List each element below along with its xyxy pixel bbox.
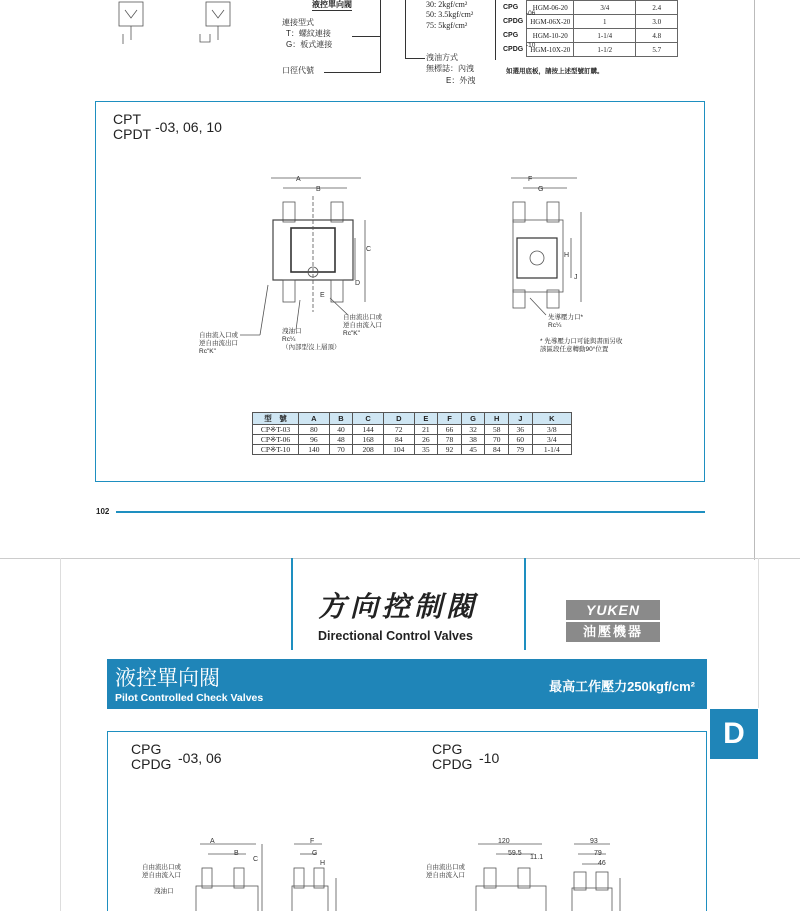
cpt-model-suffix: -03, 06, 10: [155, 119, 222, 135]
yuken-logo: [566, 600, 660, 646]
cpt-dimension-table: 型 號 A B C D E F G H J K CP※T-03 80 40 144 72 21 66 32 58 36 3/8 CP※T-06 96 48 168 84 26 78 38 70 60 3/4 CP※T-10 140 70 208 104 35 92 45 84 79 1-1/4: [252, 412, 572, 455]
callout-free-flow-out: 自由流出口或 逆自由流入口 Rc"K": [343, 314, 382, 338]
port-size-label: 口徑代號: [282, 66, 314, 75]
section-banner: [107, 659, 707, 709]
cpg-left-drawing: [190, 838, 340, 911]
cpg-left-model: CPG CPDG: [131, 741, 172, 773]
cpt-model-label: CPT CPDT: [113, 111, 152, 143]
table-row: CP※T-06 96 48 168 84 26 78 38 70 60 3/4: [253, 435, 572, 445]
callout-pilot-note: * 先導壓力口可能與書面另收 該區段任意轉動90°位置: [540, 338, 623, 354]
banner-title: 液控單向閥: [115, 667, 220, 690]
drain-title: 洩油方式: [426, 53, 458, 62]
callout-leader-lines: [240, 280, 560, 350]
cpg-right-suffix: -10: [479, 750, 500, 766]
cpg-right-model: CPG CPDG: [432, 741, 473, 773]
cracking-pressure-list: 30: 2kgf/cm² 50: 3.5kgf/cm² 75: 5kgf/cm²: [426, 0, 474, 30]
drain-e: E：外洩: [446, 76, 476, 85]
table-row: CP※T-10 140 70 208 104 35 92 45 84 79 1-1/4: [253, 445, 572, 455]
connection-type-title: 連接型式: [282, 18, 314, 27]
yuken-logo-text: YUKEN: [566, 600, 660, 620]
drain-none: 無標誌：內洩: [426, 64, 474, 73]
max-pressure: 最高工作壓力250kgf/cm²: [549, 679, 695, 694]
heading-fragment: 液控單向閥: [312, 0, 352, 11]
connection-g: G：板式連接: [286, 40, 333, 49]
valve-symbol-icon: [196, 0, 242, 45]
table-row: CP※T-03 80 40 144 72 21 66 32 58 36 3/8: [253, 425, 572, 435]
cpg-right-callouts: 自由流出口或 逆自由流入口: [426, 864, 465, 880]
subplate-note: 如選用底板，請按上述型號訂購。: [506, 68, 604, 75]
page-title: 方向控制閥: [318, 591, 479, 622]
suffix-06: -06: [526, 10, 536, 17]
callout-pilot-port: 先導壓力口* Rc¼: [548, 314, 584, 330]
banner-subtitle: Pilot Controlled Check Valves: [115, 692, 264, 704]
cpg-right-drawing: [470, 838, 640, 911]
cpg-left-suffix: -03, 06: [178, 750, 222, 766]
yuken-logo-subtext: 油壓機器: [566, 622, 660, 642]
connection-t: T：螺紋連接: [286, 29, 331, 38]
subplate-table: CPG HGM-06-20 3/4 2.4 CPDG HGM-06X-20 1 3.0 CPG HGM-10-20 1-1/4 4.8 CPDG HGM-10X-20 1-1/2 5.7: [500, 0, 678, 57]
side-tab-d: D: [710, 709, 758, 759]
valve-symbol-icon: [113, 0, 149, 45]
cpg-left-callouts: 自由流出口或 逆自由流入口 洩油口: [142, 864, 181, 896]
suffix-10: -10: [526, 42, 536, 49]
callout-drain-port: 洩油口 Rc¼ （內部型沒上層頂）: [282, 328, 341, 352]
page-number: 102: [96, 507, 110, 516]
top-fragment: [0, 0, 800, 100]
callout-free-flow-in: 自由流入口或 逆自由流出口 Rc"K": [199, 332, 238, 356]
page-subtitle: Directional Control Valves: [318, 629, 473, 643]
